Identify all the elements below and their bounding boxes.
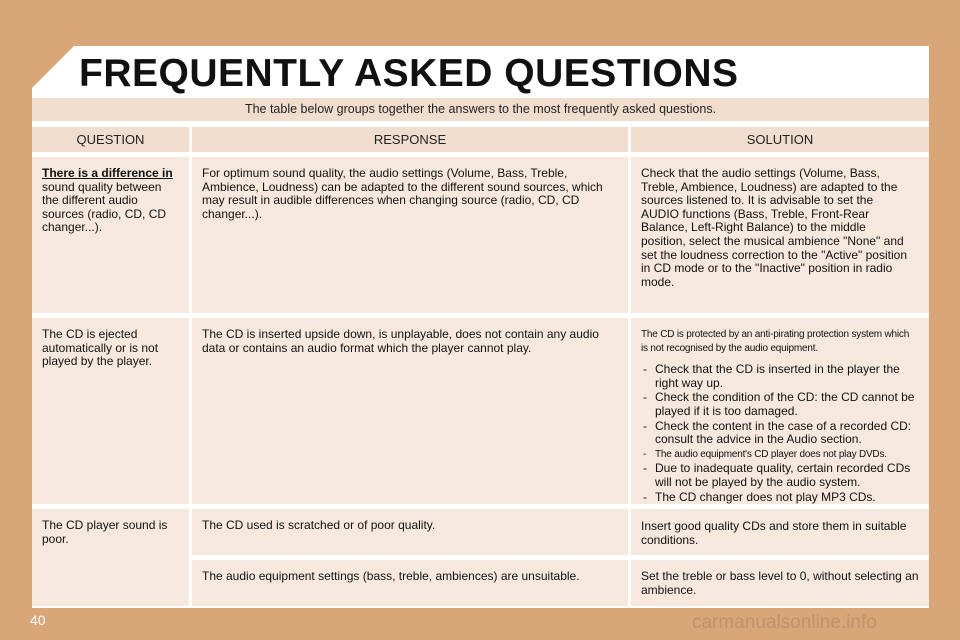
row3a-response xyxy=(192,509,628,555)
row1-solution-text: Check that the audio settings (Volume, Bass, Treble, Ambience, Loudness) are adapted to the sources listened to. It is advisable to set the AUDIO functions (Bass, Treble, Front-Rear Balance, Left-Right Balance) to the middle position, select the musical ambience "None" and set the loudness correction to the "Active" position in CD mode or to the "Inactive" position in radio mode. xyxy=(641,166,907,289)
row1-response-text: For optimum sound quality, the audio settings (Volume, Bass, Treble, Ambience, Loudness) can be adapted to the different sound sources, which may result in audible differences when changing source (radio, CD, CD changer...). xyxy=(202,166,603,221)
row3b-response xyxy=(192,560,628,606)
header-question: QUESTION xyxy=(32,127,189,152)
list-item: - Check the condition of the CD: the CD cannot be played if it is too damaged. xyxy=(641,391,915,418)
list-item: - The CD changer does not play MP3 CDs. xyxy=(641,491,915,505)
row3b-response-text: The audio equipment settings (bass, treble, ambiences) are unsuitable. xyxy=(202,569,580,583)
row3a-response-text: The CD used is scratched or of poor quality. xyxy=(202,518,436,532)
row2-solution xyxy=(631,318,929,504)
row1-question xyxy=(32,157,189,313)
header-solution: SOLUTION xyxy=(631,127,929,152)
intro-text: The table below groups together the answers to the most frequently asked questions. xyxy=(32,98,929,121)
row2-solution-list xyxy=(641,363,915,504)
row3b-solution xyxy=(631,560,929,606)
row1-question-lead: There is a difference in xyxy=(42,166,173,180)
header-response: RESPONSE xyxy=(192,127,628,152)
row2-response-text: The CD is inserted upside down, is unplayable, does not contain any audio data or contains an audio format which the player cannot play. xyxy=(202,327,599,355)
row2-question xyxy=(32,318,189,504)
row3-question xyxy=(32,509,189,606)
row2-solution-intro: The CD is protected by an anti-pirating protection system which is not recognised by the audio equipment. xyxy=(641,329,910,354)
list-item: - Due to inadequate quality, certain recorded CDs will not be played by the audio system. xyxy=(641,462,915,489)
watermark: carmanualsonline.info xyxy=(692,612,877,633)
row3a-solution-text: Insert good quality CDs and store them in suitable conditions. xyxy=(641,519,907,547)
row1-question-rest: sound quality between the different audio sources (radio, CD, CD changer...). xyxy=(42,179,167,235)
row3a-solution xyxy=(631,509,929,555)
list-item: - Check the content in the case of a recorded CD: consult the advice in the Audio section. xyxy=(641,420,915,447)
row1-solution xyxy=(631,157,929,313)
row2-question-text: The CD is ejected automatically or is not played by the player. xyxy=(42,327,159,369)
row1-response xyxy=(192,157,628,313)
page-title: FREQUENTLY ASKED QUESTIONS xyxy=(79,52,739,95)
list-item: - Check that the CD is inserted in the player the right way up. xyxy=(641,363,915,390)
row2-response xyxy=(192,318,628,504)
row3-question-text: The CD player sound is poor. xyxy=(42,518,168,546)
row3b-solution-text: Set the treble or bass level to 0, without selecting an ambience. xyxy=(641,569,919,597)
list-item: - The audio equipment's CD player does not play DVDs. xyxy=(641,448,915,462)
page-number: 40 xyxy=(30,612,46,628)
